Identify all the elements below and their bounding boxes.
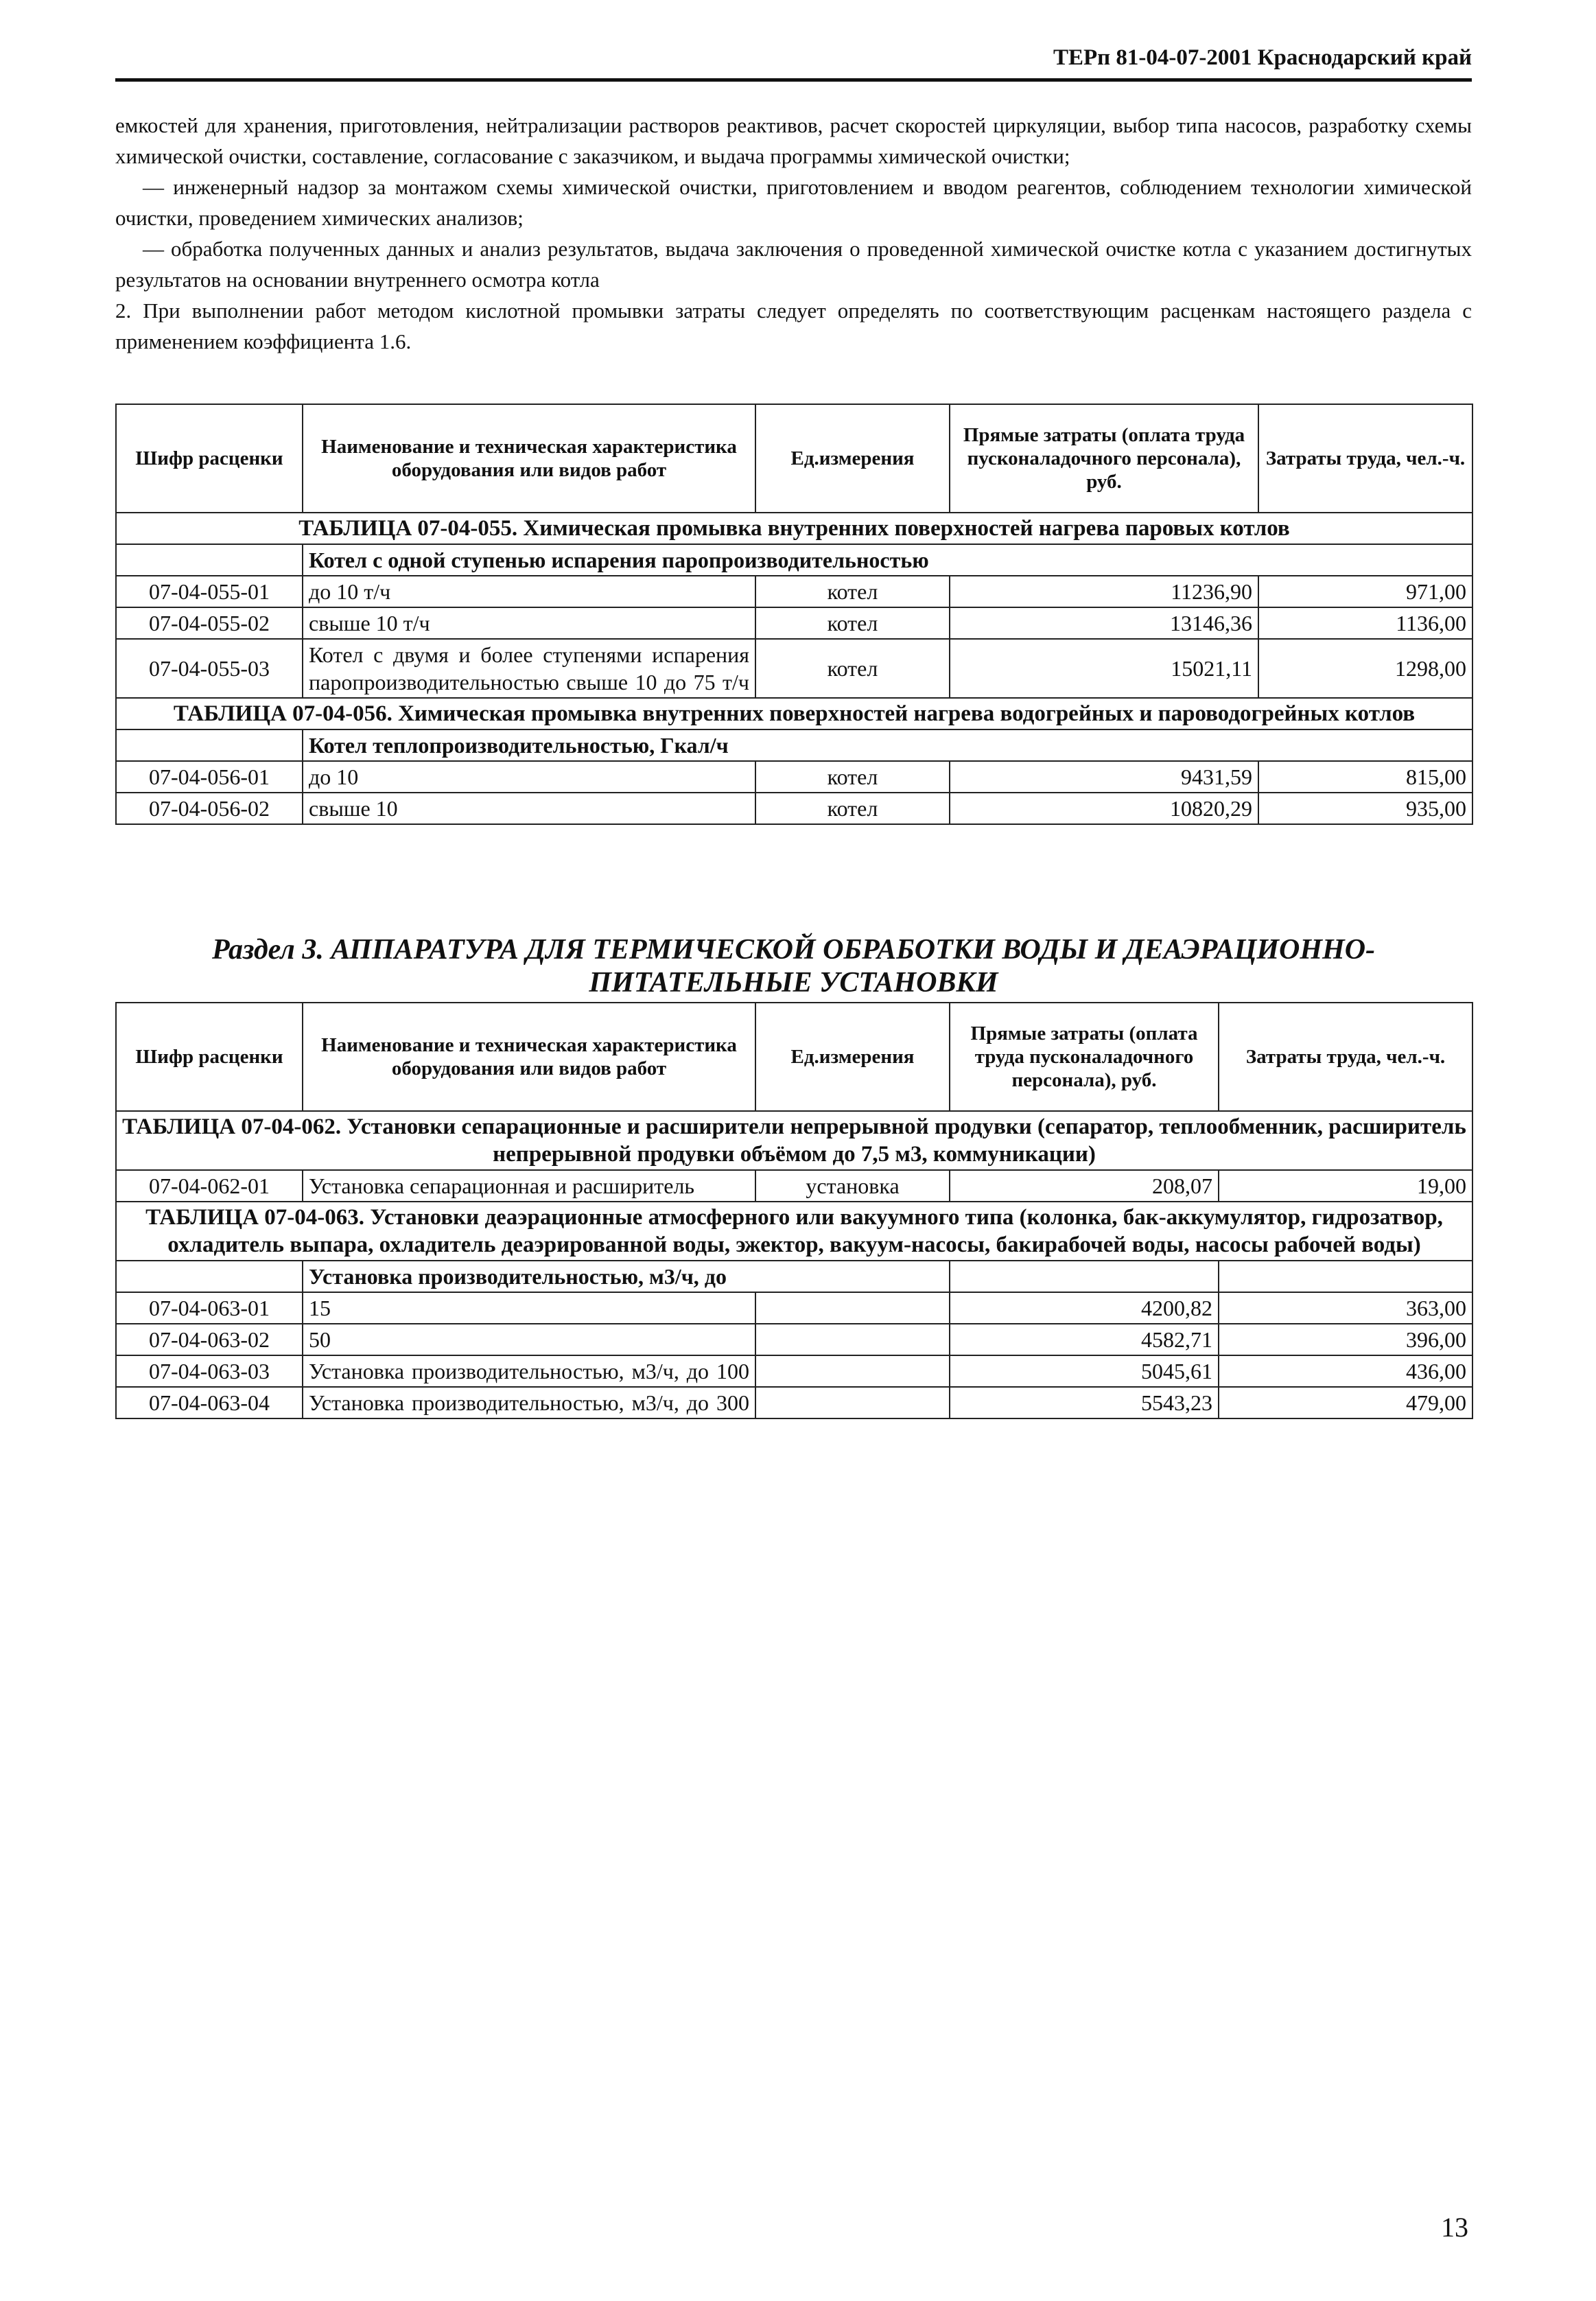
row-cost: 4200,82 bbox=[950, 1292, 1219, 1324]
group-label: Установка производительностью, м3/ч, до bbox=[303, 1261, 950, 1292]
rates-table-section3 bbox=[115, 1002, 1473, 1419]
row-cost: 10820,29 bbox=[950, 793, 1258, 824]
row-cost: 9431,59 bbox=[950, 761, 1258, 793]
row-cost: 11236,90 bbox=[950, 576, 1258, 607]
row-code: 07-04-055-03 bbox=[116, 639, 303, 698]
col-header-code: Шифр расценки bbox=[116, 1003, 303, 1111]
row-name: Установка производительностью, м3/ч, до 300 bbox=[303, 1387, 755, 1418]
col-header-name: Наименование и техническая характеристика оборудования или видов работ bbox=[303, 404, 755, 513]
table-row bbox=[116, 607, 1472, 639]
row-unit bbox=[755, 1292, 950, 1324]
row-name: Котел с двумя и более ступенями испарения паропроизводительностью свыше 10 до 75 т/ч bbox=[303, 639, 755, 698]
row-name: Установка производительностью, м3/ч, до 100 bbox=[303, 1355, 755, 1387]
row-labor: 436,00 bbox=[1219, 1355, 1472, 1387]
group-row bbox=[116, 1261, 1472, 1292]
table-title-row bbox=[116, 698, 1472, 729]
col-header-labor: Затраты труда, чел.-ч. bbox=[1219, 1003, 1472, 1111]
col-header-code: Шифр расценки bbox=[116, 404, 303, 513]
row-unit: котел bbox=[755, 761, 950, 793]
table-row bbox=[116, 576, 1472, 607]
col-header-name: Наименование и техническая характеристика оборудования или видов работ bbox=[303, 1003, 755, 1111]
intro-paragraph: емкостей для хранения, приготовления, нейтрализации растворов реактивов, расчет скоростей циркуляции, выбор типа насосов, разработку схемы химической очистки, составление, согласование с заказчиком, и выдача программы химической очистки; bbox=[115, 113, 1472, 168]
row-unit bbox=[755, 1355, 950, 1387]
table-title: ТАБЛИЦА 07-04-055. Химическая промывка внутренних поверхностей нагрева паровых котлов bbox=[116, 513, 1472, 544]
row-code: 07-04-055-01 bbox=[116, 576, 303, 607]
row-cost: 15021,11 bbox=[950, 639, 1258, 698]
row-cost: 4582,71 bbox=[950, 1324, 1219, 1355]
table-title-row bbox=[116, 1111, 1472, 1170]
row-labor: 815,00 bbox=[1258, 761, 1472, 793]
table-row bbox=[116, 1355, 1472, 1387]
row-unit: установка bbox=[755, 1170, 950, 1202]
table-title-row bbox=[116, 513, 1472, 544]
group-label: Котел теплопроизводительностью, Гкал/ч bbox=[303, 729, 1472, 761]
row-code: 07-04-055-02 bbox=[116, 607, 303, 639]
table-header-row bbox=[116, 404, 1472, 513]
section-title: Раздел 3. АППАРАТУРА ДЛЯ ТЕРМИЧЕСКОЙ ОБРАБОТКИ ВОДЫ И ДЕАЭРАЦИОННО-ПИТАТЕЛЬНЫЕ УСТАНОВКИ bbox=[211, 934, 1376, 998]
col-header-cost: Прямые затраты (оплата труда пусконаладочного персонала), руб. bbox=[950, 1003, 1219, 1111]
intro-text bbox=[115, 110, 1472, 357]
row-unit bbox=[755, 1324, 950, 1355]
row-name: свыше 10 т/ч bbox=[303, 607, 755, 639]
col-header-unit: Ед.измерения bbox=[755, 1003, 950, 1111]
table-title: ТАБЛИЦА 07-04-063. Установки деаэрационные атмосферного или вакуумного типа (колонка, бак-аккумулятор, гидрозатвор, охладитель выпара, охладитель деаэрированной воды, эжектор, вакуум-насосы, бакирабочей воды, насосы рабочей воды) bbox=[116, 1202, 1472, 1261]
group-label: Котел с одной ступенью испарения паропроизводительностью bbox=[303, 544, 1472, 576]
row-code: 07-04-056-01 bbox=[116, 761, 303, 793]
group-row bbox=[116, 729, 1472, 761]
row-cost: 208,07 bbox=[950, 1170, 1219, 1202]
table-title: ТАБЛИЦА 07-04-056. Химическая промывка внутренних поверхностей нагрева водогрейных и пароводогрейных котлов bbox=[116, 698, 1472, 729]
intro-bullet: — инженерный надзор за монтажом схемы химической очистки, приготовлением и вводом реагентов, соблюдением технологии химической очистки, проведением химических анализов; bbox=[115, 175, 1472, 230]
group-row bbox=[116, 544, 1472, 576]
row-code: 07-04-063-04 bbox=[116, 1387, 303, 1418]
table-row bbox=[116, 1292, 1472, 1324]
row-labor: 971,00 bbox=[1258, 576, 1472, 607]
row-name: 15 bbox=[303, 1292, 755, 1324]
row-code: 07-04-062-01 bbox=[116, 1170, 303, 1202]
row-unit: котел bbox=[755, 607, 950, 639]
row-code: 07-04-063-02 bbox=[116, 1324, 303, 1355]
row-code: 07-04-063-03 bbox=[116, 1355, 303, 1387]
table-row bbox=[116, 1170, 1472, 1202]
row-name: до 10 bbox=[303, 761, 755, 793]
row-unit bbox=[755, 1387, 950, 1418]
row-labor: 479,00 bbox=[1219, 1387, 1472, 1418]
row-unit: котел bbox=[755, 576, 950, 607]
intro-note: 2. При выполнении работ методом кислотной промывки затраты следует определять по соответствующим расценкам настоящего раздела с применением коэффициента 1.6. bbox=[115, 299, 1472, 353]
row-labor: 935,00 bbox=[1258, 793, 1472, 824]
table-row bbox=[116, 639, 1472, 698]
table-row bbox=[116, 761, 1472, 793]
row-cost: 5045,61 bbox=[950, 1355, 1219, 1387]
row-name: 50 bbox=[303, 1324, 755, 1355]
row-labor: 363,00 bbox=[1219, 1292, 1472, 1324]
row-unit: котел bbox=[755, 639, 950, 698]
row-cost: 5543,23 bbox=[950, 1387, 1219, 1418]
row-cost: 13146,36 bbox=[950, 607, 1258, 639]
page-number: 13 bbox=[1441, 2212, 1468, 2243]
table-row bbox=[116, 1387, 1472, 1418]
row-labor: 1136,00 bbox=[1258, 607, 1472, 639]
col-header-unit: Ед.измерения bbox=[755, 404, 950, 513]
row-unit: котел bbox=[755, 793, 950, 824]
row-name: Установка сепарационная и расширитель bbox=[303, 1170, 755, 1202]
row-code: 07-04-056-02 bbox=[116, 793, 303, 824]
table-title-row bbox=[116, 1202, 1472, 1261]
row-labor: 1298,00 bbox=[1258, 639, 1472, 698]
col-header-labor: Затраты труда, чел.-ч. bbox=[1258, 404, 1472, 513]
row-code: 07-04-063-01 bbox=[116, 1292, 303, 1324]
table-header-row bbox=[116, 1003, 1472, 1111]
table-title: ТАБЛИЦА 07-04-062. Установки сепарационные и расширители непрерывной продувки (сепаратор, теплообменник, расширитель непрерывной продувки объёмом до 7,5 м3, коммуникации) bbox=[116, 1111, 1472, 1170]
running-header bbox=[115, 45, 1472, 82]
col-header-cost: Прямые затраты (оплата труда пусконаладочного персонала), руб. bbox=[950, 404, 1258, 513]
table-row bbox=[116, 1324, 1472, 1355]
rates-table-section2 bbox=[115, 404, 1473, 825]
row-labor: 396,00 bbox=[1219, 1324, 1472, 1355]
header-text: ТЕРп 81-04-07-2001 Краснодарский край bbox=[1053, 45, 1472, 70]
row-name: свыше 10 bbox=[303, 793, 755, 824]
table-row bbox=[116, 793, 1472, 824]
intro-bullet: — обработка полученных данных и анализ результатов, выдача заключения о проведенной химической очистке котла с указанием достигнутых результатов на основании внутреннего осмотра котла bbox=[115, 237, 1472, 292]
row-labor: 19,00 bbox=[1219, 1170, 1472, 1202]
row-name: до 10 т/ч bbox=[303, 576, 755, 607]
